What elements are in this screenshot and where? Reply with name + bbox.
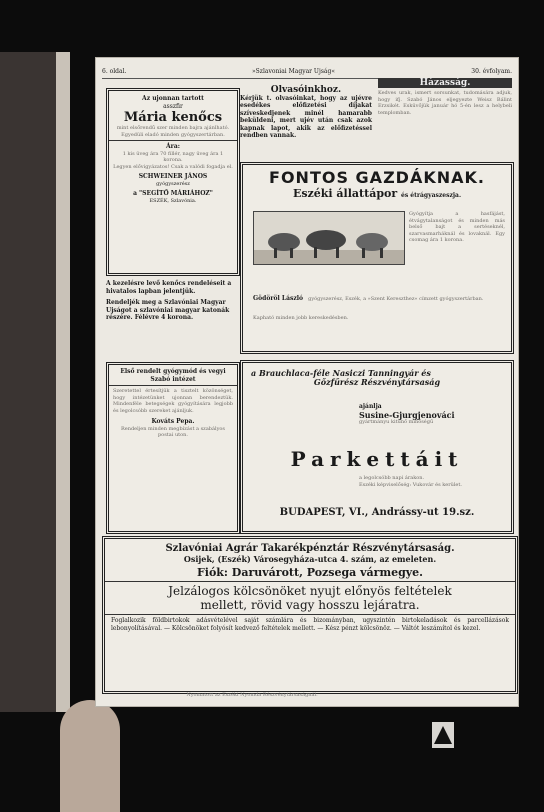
maria-shop: a "SEGÍTŐ MÁRIÁHOZ" <box>133 190 213 197</box>
maria-top-line: Az ujonnan tartott <box>142 95 204 102</box>
bookmark-warning-icon <box>432 722 454 748</box>
bank-branch: Fiók: Daruvárott, Pozsega vármegye. <box>196 566 424 579</box>
hazassag-title: Házasság. <box>378 78 512 88</box>
nasici-text-block-2 <box>359 475 507 488</box>
olvasoinkhoz-title: Olvasóinkhoz. <box>270 85 342 95</box>
elso-title: Első rendelt gyógymód és vegyi <box>120 368 226 375</box>
elso-rendelet-ad <box>106 362 240 534</box>
nasici-line7: Eszéki képviselőség: Vukovár és kerület. <box>359 481 462 488</box>
maria-ad <box>106 88 240 276</box>
maria-maker: SCHWEINER JÁNOS <box>138 173 208 180</box>
bank-body: Foglalkozik földbirtokok adásvételével saját számlára és bizományban, ugyszintén birtokeladások és parcellázások lebonyolításával. — Kölcsönöket folyósít kedvező feltételek mellett. — Kész pénzt kölcsönöz. — Váltót leszámítol és kezel. <box>111 617 509 632</box>
fontos-subtitle2: és étrágyaszeszja. <box>401 192 462 199</box>
nasici-ad <box>240 360 514 534</box>
livestock-illustration <box>253 211 405 265</box>
fontos-contact-body: gyógyszerész, Eszék, a »Szent Kereszthez« címzett gyógyszertárban. Kapható minden jobb kereskedésben. <box>253 296 484 321</box>
fontos-contact <box>253 285 503 323</box>
maria-note: Legyen elővigyázatos! Csak a valódi fogadja el. <box>113 163 233 170</box>
note-1: A kezelésre levő kenőcs rendeléseit a hivatalos lapban jelentjük. <box>106 280 232 295</box>
elso-body: Szeretettel értesítjük a tisztelt közönséget, hogy intézetünket ujonnan berendeztük. Mindenféle betegségek gyógyítására legjobb és legolcsóbb szereket ajánljuk. <box>113 388 233 414</box>
hand-photo <box>60 700 120 812</box>
hazassag-body: Kedves urak, ismert sorsunkat, tudomására adjuk, hogy ifj. Szabó János eljegyezte Weisz Bálint Erzsikét. Esküvőjük január hó 5-én lesz a helybeli templomban. <box>378 90 512 116</box>
fontos-subtitle: Eszéki állattápor <box>292 187 398 200</box>
maria-body: mint elsőrendű szer minden bajra ajánlható. Egyedüli eladó minden gyógyszertárban. <box>116 125 230 138</box>
elso-title2: Szabó intézet <box>150 375 196 383</box>
book-binding <box>0 52 70 712</box>
page-footer: Nyomatott az Eszéki Nyomda Részvénytársaságnál. <box>186 692 318 698</box>
note-2: Rendeljék meg a Szlavóniai Magyar Ujságot a szlavóniai magyar katonák részére. Félévre 4 korona. <box>106 299 230 321</box>
olvasoinkhoz-body: Kérjük t. olvasóinkat, hogy az ujévre esedékes előfizetési díjakat szíveskedjenek minél hamarabb beküldeni, mert ujév után csak azok kapnak lapot, akik az előfizetéssel rendben vannak. <box>240 94 372 139</box>
bank-line2: Osijek, (Eszék) Városegyháza-utca 4. szám, az emeleten. <box>183 554 437 564</box>
elso-foot: Rendeljen minden megbízást a szabályos postai uton. <box>121 425 225 438</box>
maria-price-label: Ára: <box>166 143 180 150</box>
nasici-line5: gyártmányu kitűnő minőségű <box>359 419 434 425</box>
header-center: »Szlavoniai Magyar Ujság« <box>252 68 336 75</box>
header-right: 30. évfolyam. <box>471 68 512 75</box>
fontos-title: FONTOS GAZDÁKNAK. <box>269 168 485 187</box>
newspaper-page <box>96 58 518 706</box>
notes-column <box>106 280 236 322</box>
book-spine <box>56 52 70 712</box>
bank-line3: Jelzálogos kölcsönöket nyujt előnyös feltételek <box>168 584 452 598</box>
fontos-subtitle-row <box>243 187 511 200</box>
maria-price-lines: 1 kis üveg ára 70 fillér, nagy üveg ára 1 korona. <box>122 150 224 163</box>
maria-name: Mária kenőcs <box>123 110 223 125</box>
olvasoinkhoz-section <box>240 86 372 140</box>
elso-sign: Kováts Pepa. <box>151 418 195 425</box>
header-left: 6. oldal. <box>102 68 127 75</box>
bank-ad <box>102 536 518 694</box>
fontos-contact-name: Gödöröl László <box>253 295 304 302</box>
maria-city: ESZÉK, Szlavónia. <box>149 197 197 204</box>
nasici-text-block <box>359 403 507 426</box>
maria-maker-sub: gyógyszerész <box>156 180 190 187</box>
nasici-product: Parkettáit <box>290 447 464 471</box>
bank-title: Szlavóniai Agrár Takarékpénztár Részvénytársaság. <box>165 543 455 554</box>
nasici-line2: Gőzfűrész Részvénytársaság <box>313 376 441 387</box>
bank-line4: mellett, rövid vagy hosszu lejáratra. <box>200 598 420 612</box>
fontos-body: Gyógyítja a hasfájást, étvágytalanságot és minden más belső bajt a sertéseknél, szarvasmarháknál és lovaknál. Egy csomag ára 1 korona. <box>409 211 505 243</box>
nasici-line4: Susine-Gjurgjenováci <box>359 409 455 420</box>
fontos-ad <box>240 162 514 354</box>
nasici-address: BUDAPEST, VI., Andrássy-ut 19.sz. <box>279 507 475 518</box>
hazassag-section <box>378 78 512 116</box>
nasici-line1: a Brauchlaca-féle Nasiczi Tanningyár és <box>251 368 431 378</box>
nasici-line6: a legolcsóbb napi árakon. <box>359 475 425 481</box>
maria-subtitle: asszfir <box>163 102 183 110</box>
nasici-line3: ajánlja <box>359 403 382 410</box>
